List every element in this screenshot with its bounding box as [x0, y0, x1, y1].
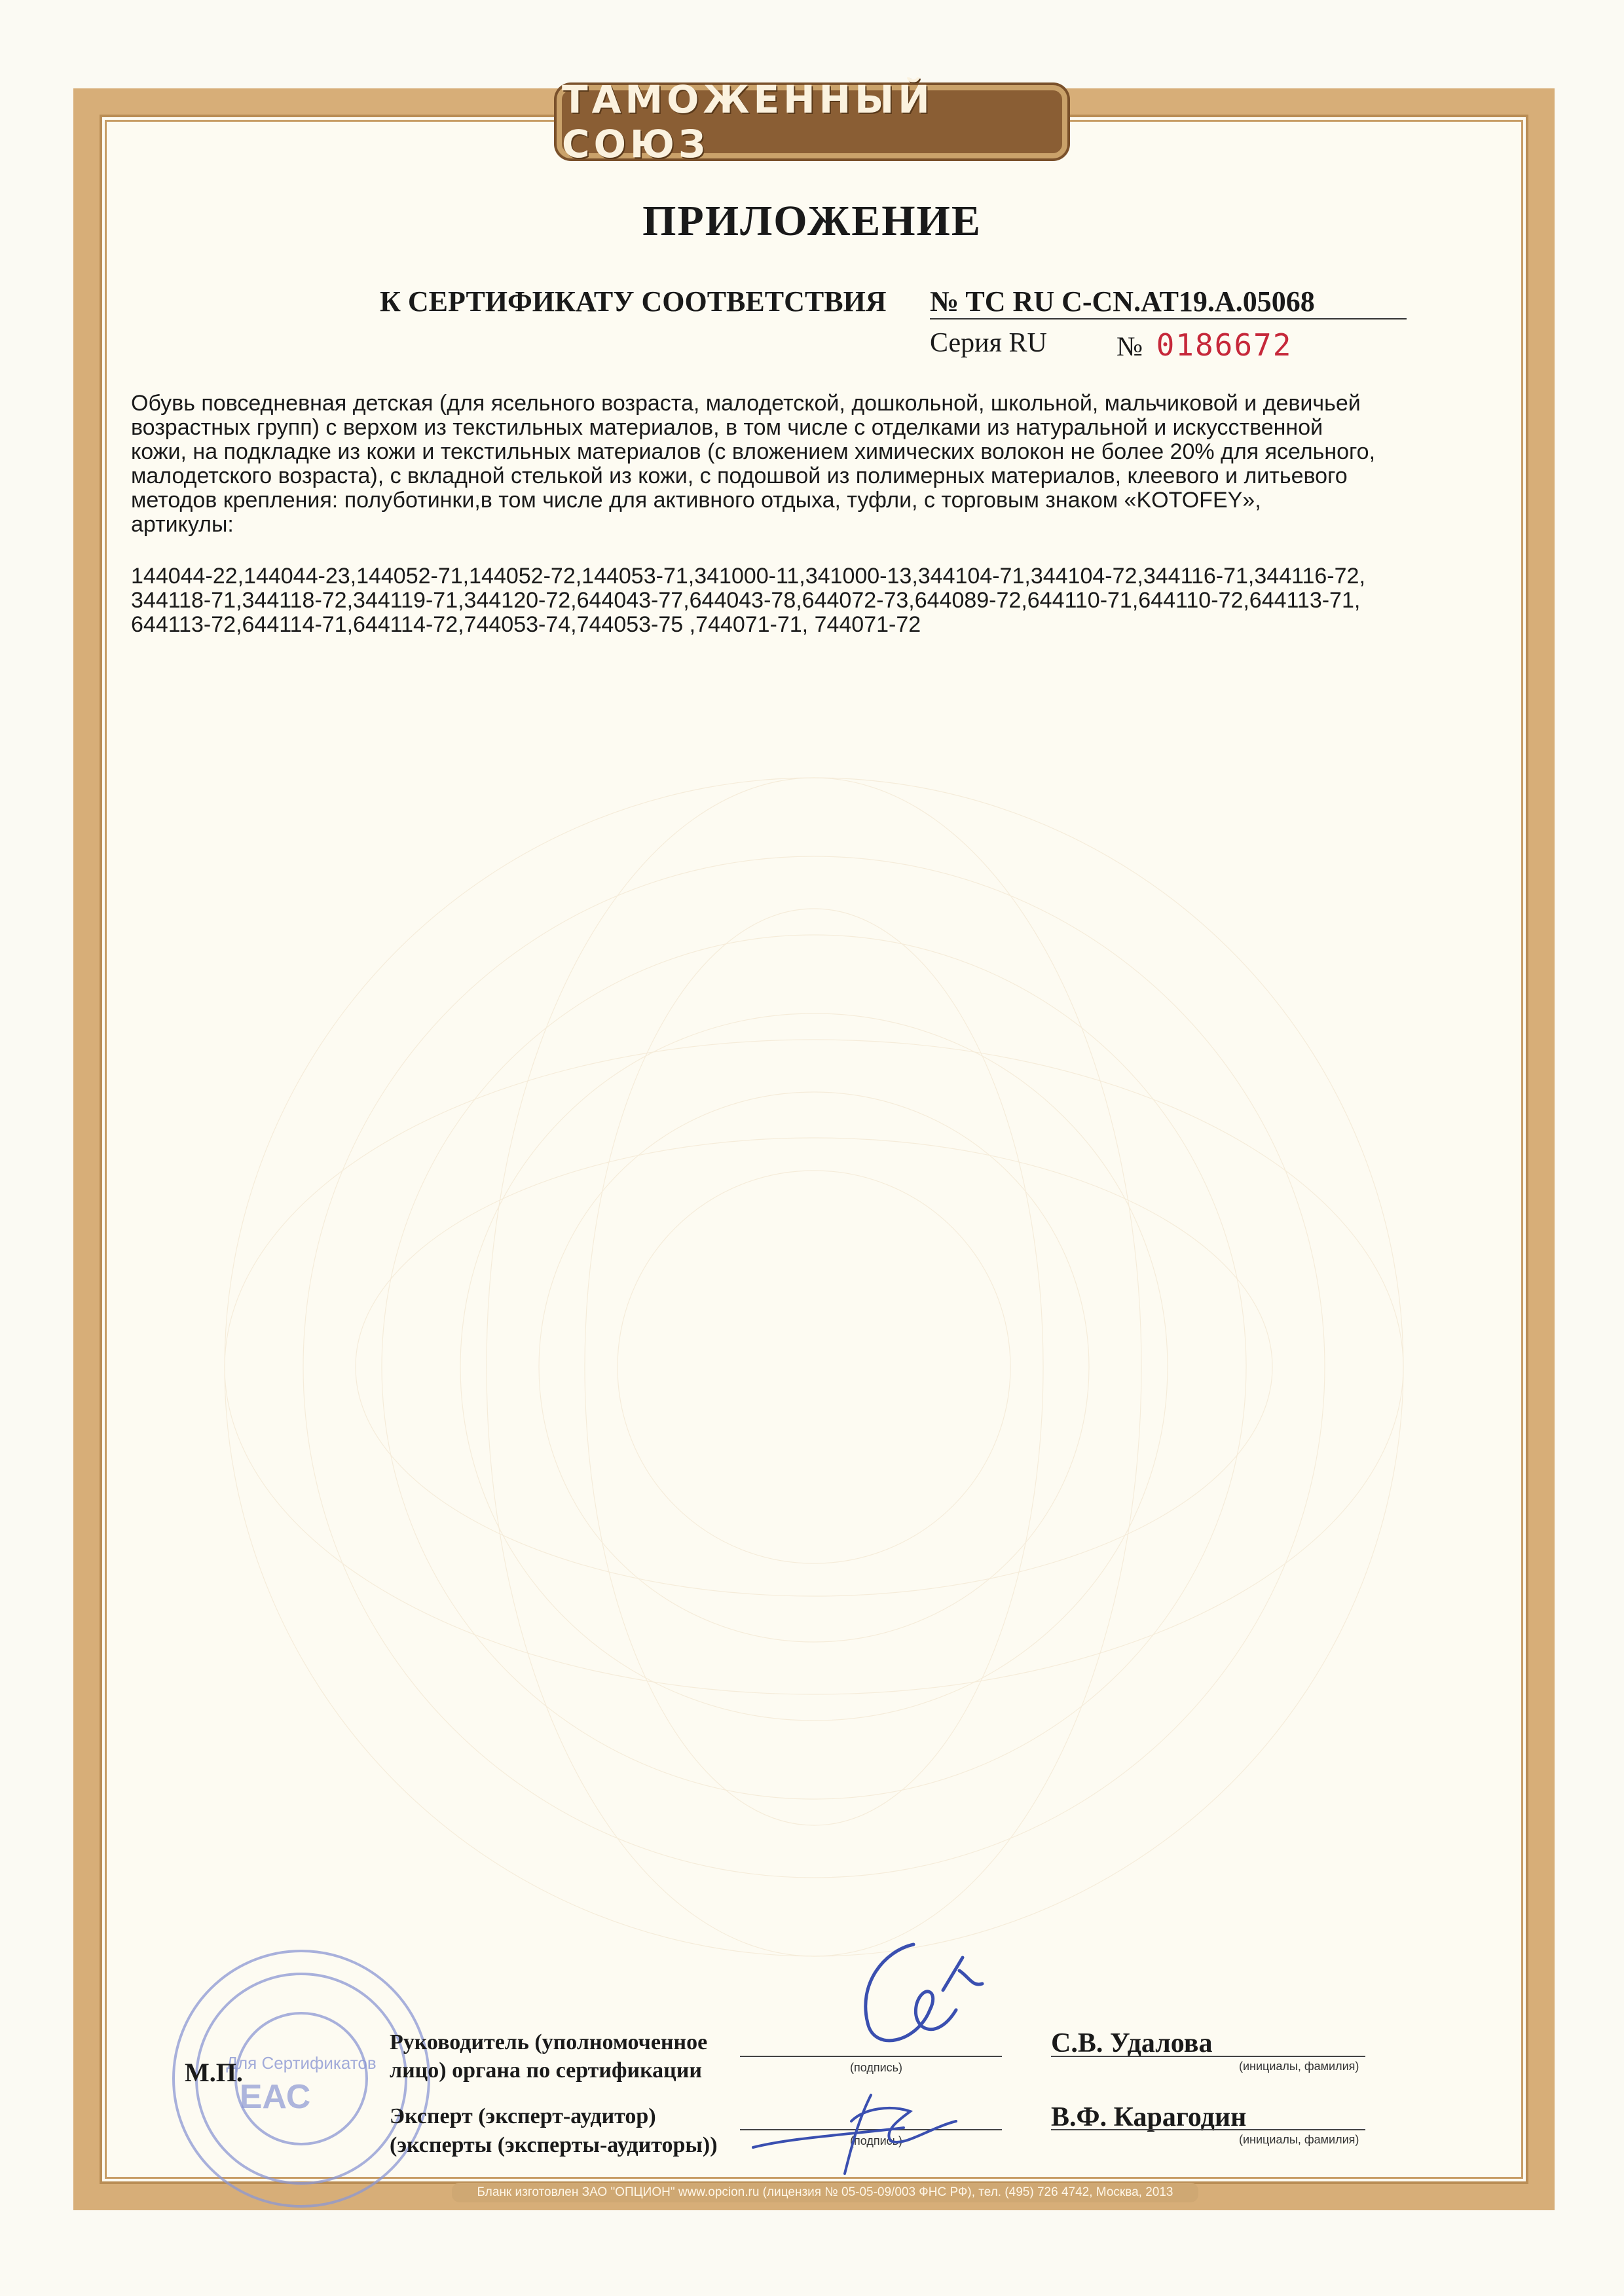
head-signature: [805, 1931, 1002, 2075]
description-line: возрастных групп) с верхом из текстильных материалов, в том числе с отделками из натуральной и искусственной: [131, 415, 1323, 440]
product-description: [131, 392, 1493, 537]
footer-text: Бланк изготовлен ЗАО "ОПЦИОН" www.opcion.ru (лицензия № 05-05-09/003 ФНС РФ), тел. (495) 726 4742, Москва, 2013: [477, 2185, 1173, 2199]
article-line: 144044-22,144044-23,144052-71,144052-72,144053-71,341000-11,341000-13,344104-71,344104-72,344116-71,344116-72,: [131, 564, 1365, 589]
certificate-subtitle: К СЕРТИФИКАТУ СООТВЕТСТВИЯ: [380, 285, 887, 318]
series-label: Серия RU: [930, 328, 1047, 358]
expert-name-line: [1051, 2129, 1365, 2130]
stamp-text: Для Сертификатов: [226, 2053, 377, 2073]
description-line: методов крепления: полуботинки,в том числе для активного отдыха, туфли, с торговым знаком «KOTOFEY»,: [131, 488, 1261, 513]
expert-sign-caption: (подпись): [850, 2134, 903, 2147]
description-line: кожи, на подкладке из кожи и текстильных материалов (с вложением химических волокон не более 20% для ясельного,: [131, 439, 1376, 464]
head-name-line: [1051, 2056, 1365, 2057]
printer-footer: [452, 2183, 1198, 2202]
svg-text:ЕАС: ЕАС: [239, 2078, 311, 2116]
expert-signature: [740, 2082, 976, 2180]
customs-union-banner: [557, 77, 1067, 166]
certificate-number: № TC RU C-CN.AT19.A.05068: [930, 285, 1407, 319]
head-label-line-2: лицо) органа по сертификации: [390, 2058, 702, 2083]
head-name: С.В. Удалова: [1051, 2028, 1213, 2058]
expert-label-line-1: Эксперт (эксперт-аудитор): [390, 2104, 656, 2128]
description-line: малодетского возраста), с вкладной стелькой из кожи, с подошвой из полимерных материалов, клеевого и литьевого: [131, 464, 1348, 488]
mp-label: М.П.: [185, 2058, 243, 2087]
article-line: 644113-72,644114-71,644114-72,744053-74,744053-75 ,744071-71, 744071-72: [131, 612, 921, 637]
head-name-caption: (инициалы, фамилия): [1239, 2060, 1359, 2073]
expert-name-caption: (инициалы, фамилия): [1239, 2133, 1359, 2146]
article-numbers: [131, 564, 1493, 637]
head-sign-caption: (подпись): [850, 2061, 903, 2074]
description-line: артикулы:: [131, 512, 234, 537]
expert-label-line-2: (эксперты (эксперты-аудиторы)): [390, 2133, 718, 2157]
expert-name: В.Ф. Карагодин: [1051, 2102, 1247, 2132]
head-label-line-1: Руководитель (уполномоченное: [390, 2030, 708, 2054]
description-line: Обувь повседневная детская (для ясельного возраста, малодетской, дошкольной, школьной, мальчиковой и девичьей: [131, 391, 1361, 416]
banner-text: ТАМОЖЕННЫЙ СОЮЗ: [562, 77, 934, 166]
page-title: ПРИЛОЖЕНИЕ: [642, 197, 982, 245]
serial-number: 0186672: [1156, 327, 1293, 363]
serial-number-block: [1116, 327, 1292, 363]
serial-label: №: [1116, 332, 1143, 362]
article-line: 344118-71,344118-72,344119-71,344120-72,644043-77,644043-78,644072-73,644089-72,644110-71,644110-72,644113-71,: [131, 588, 1361, 613]
